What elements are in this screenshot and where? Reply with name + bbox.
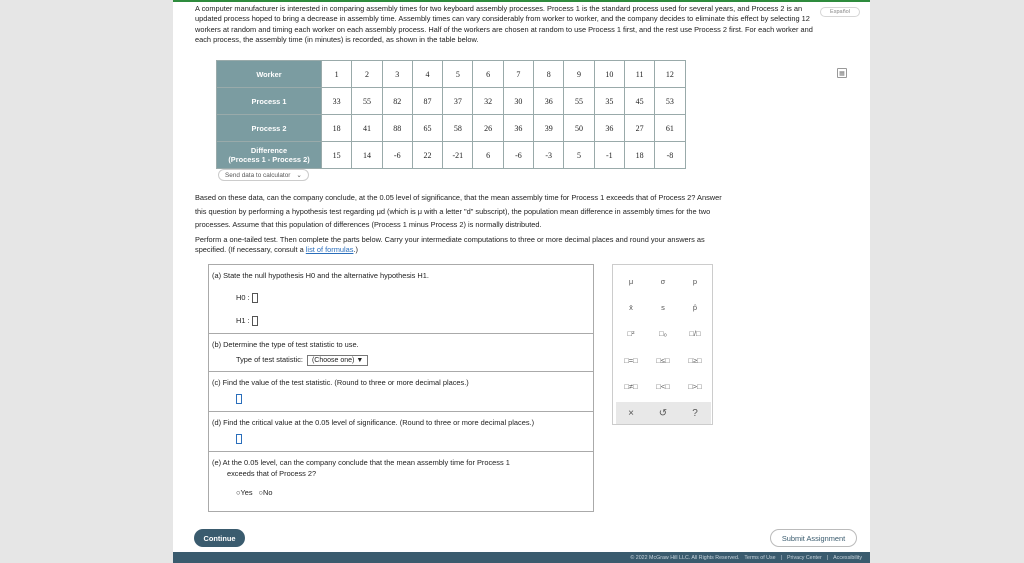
problem-intro: A computer manufacturer is interested in comparing assembly times for two keyboard assembly processes. Process 1 is the standard process used for several years, and Process 2 is an updated process hoped to bring a decrease in assembly time. Assembly times can vary considerably from worker to worker, and the company decides to eliminate this effect by selecting 12 workers at random and timing each worker on each assembly process. Half of the workers are chosen at random to use Process 1 first, and the rest use Process 2 first. For each worker and each process, the assembly time (in minutes) is recorded, as shown in the table below.	[195, 4, 813, 44]
send-data-label: Send data to calculator	[225, 171, 291, 179]
table-cell: 36	[534, 88, 564, 115]
help-icon[interactable]: ?	[692, 407, 698, 419]
table-cell: 32	[473, 88, 503, 115]
instruction-text: specified. (If necessary, consult a	[195, 244, 306, 254]
table-row	[217, 142, 686, 169]
table-cell: 55	[352, 88, 382, 115]
part-b-prompt: (b) Determine the type of test statistic to use.	[212, 340, 359, 349]
row-header-line: Difference	[250, 146, 288, 155]
copyright-text: © 2022 McGraw Hill LLC. All Rights Reserved.	[630, 554, 740, 561]
table-row	[217, 115, 686, 142]
table-cell: 27	[624, 115, 654, 142]
table-cell: 37	[443, 88, 473, 115]
table-cell: -8	[655, 142, 685, 169]
table-cell: 36	[594, 115, 624, 142]
neq-button[interactable]: □≠□	[624, 381, 638, 391]
question-text	[195, 191, 815, 232]
table-cell: 39	[534, 115, 564, 142]
math-palette	[612, 264, 713, 425]
calculator-icon[interactable]: ▦	[837, 68, 847, 78]
table-cell: -6	[503, 142, 533, 169]
yes-no-row	[236, 488, 272, 497]
h1-input[interactable]	[252, 316, 258, 326]
language-toggle[interactable]: Español	[820, 7, 860, 17]
part-e-prompt: (e) At the 0.05 level, can the company conclude that the mean assembly time for Process 1	[212, 458, 510, 467]
table-cell: -6	[382, 142, 412, 169]
row-header: Process 1	[217, 88, 322, 115]
table-cell: 14	[352, 142, 382, 169]
part-d-prompt: (d) Find the critical value at the 0.05 level of significance. (Round to three or more decimal places.)	[212, 418, 535, 427]
part-c	[209, 372, 593, 412]
table-cell: 4	[412, 61, 442, 88]
table-cell: 18	[322, 115, 352, 142]
table-cell: -1	[594, 142, 624, 169]
test-stat-select-value: (Choose one)	[311, 357, 355, 364]
table-cell: 3	[382, 61, 412, 88]
table-cell: 50	[564, 115, 594, 142]
table-cell: 65	[412, 115, 442, 142]
row-header: Process 2	[217, 115, 322, 142]
critical-value-input[interactable]	[236, 434, 242, 444]
s-button[interactable]: s	[661, 302, 665, 312]
test-stat-label: Type of test statistic:	[236, 355, 303, 364]
row-header-line: (Process 1 - Process 2)	[228, 155, 310, 164]
table-cell: 22	[412, 142, 442, 169]
h1-row	[236, 316, 258, 326]
table-cell: 8	[534, 61, 564, 88]
phat-button[interactable]: p̂	[692, 302, 698, 312]
table-cell: -3	[534, 142, 564, 169]
top-accent-bar	[173, 0, 870, 2]
table-cell: 26	[473, 115, 503, 142]
geq-button[interactable]: □≥□	[688, 355, 702, 365]
table-cell: 33	[322, 88, 352, 115]
copyright-bar: © 2022 McGraw Hill LLC. All Rights Reserved. Terms of Use | Privacy Center | Accessibility	[173, 552, 870, 563]
part-c-answer	[236, 394, 242, 404]
table-cell: 36	[503, 115, 533, 142]
accessibility-link[interactable]: Accessibility	[833, 554, 862, 561]
h0-label: H0 :	[236, 293, 250, 302]
instructions-text	[195, 235, 815, 254]
terms-link[interactable]: Terms of Use	[744, 554, 776, 561]
continue-button[interactable]: Continue	[194, 529, 245, 547]
xbar-button[interactable]: x̄	[629, 302, 633, 312]
no-label: No	[263, 488, 273, 497]
table-cell: 53	[655, 88, 685, 115]
question-line: processes. Assume that this population of differences (Process 1 minus Process 2) is normally distributed.	[195, 220, 542, 229]
row-header: Worker	[217, 61, 322, 88]
no-radio[interactable]: ○No	[258, 488, 273, 497]
instruction-text: .)	[353, 244, 358, 254]
yes-label: Yes	[240, 488, 253, 497]
table-row	[217, 88, 686, 115]
yes-radio[interactable]: ○Yes	[236, 488, 253, 497]
table-cell: 9	[564, 61, 594, 88]
table-cell: 87	[412, 88, 442, 115]
superscript-button[interactable]: □²	[627, 328, 635, 338]
table-cell: 5	[443, 61, 473, 88]
table-cell: 35	[594, 88, 624, 115]
table-cell: 6	[473, 61, 503, 88]
table-cell: 55	[564, 88, 594, 115]
table-cell: 82	[382, 88, 412, 115]
part-a-prompt: (a) State the null hypothesis H0 and the alternative hypothesis H1.	[212, 271, 429, 280]
privacy-link[interactable]: Privacy Center	[787, 554, 822, 561]
table-cell: 7	[503, 61, 533, 88]
table-cell: -21	[443, 142, 473, 169]
gt-button[interactable]: □>□	[688, 381, 702, 391]
chevron-down-icon: ⌄	[296, 172, 302, 179]
leq-button[interactable]: □≤□	[656, 355, 670, 365]
subscript-button[interactable]: □₀	[659, 328, 667, 338]
table-cell: 30	[503, 88, 533, 115]
sigma-button[interactable]: σ	[660, 276, 666, 286]
part-e-prompt-cont: exceeds that of Process 2?	[227, 469, 317, 478]
mu-button[interactable]: μ	[628, 276, 634, 286]
row-header	[217, 142, 322, 169]
part-e	[209, 452, 593, 511]
table-row	[217, 61, 686, 88]
h1-label: H1 :	[236, 316, 250, 325]
h0-row	[236, 293, 258, 303]
h0-input[interactable]	[252, 293, 258, 303]
question-line: Based on these data, can the company conclude, at the 0.05 level of significance, that the mean assembly time for Process 1 exceeds that of Process 2? Answer	[195, 193, 722, 202]
question-line: this question by performing a hypothesis test regarding μd (which is μ with a letter "d" subscript), the population mean difference in assembly times for the two	[195, 206, 711, 216]
table-cell: 88	[382, 115, 412, 142]
part-c-prompt: (c) Find the value of the test statistic. (Round to three or more decimal places.)	[212, 378, 469, 387]
submit-assignment-button[interactable]: Submit Assignment	[770, 529, 857, 547]
table-cell: 5	[564, 142, 594, 169]
part-d	[209, 412, 593, 452]
table-cell: 15	[322, 142, 352, 169]
formulas-link[interactable]: list of formulas	[305, 244, 354, 254]
palette-actions	[616, 402, 711, 424]
p-button[interactable]: p	[692, 276, 698, 286]
instruction-line: Perform a one-tailed test. Then complete the parts below. Carry your intermediate computations to three or more decimal places and round your answers as	[195, 235, 705, 244]
table-cell: 41	[352, 115, 382, 142]
table-cell: 10	[594, 61, 624, 88]
table-cell: 11	[624, 61, 654, 88]
test-stat-input[interactable]	[236, 394, 242, 404]
fraction-button[interactable]: □/□	[689, 328, 701, 338]
part-b	[209, 334, 593, 372]
equals-button[interactable]: □=□	[624, 355, 638, 365]
clear-icon[interactable]: ×	[628, 407, 634, 419]
lt-button[interactable]: □<□	[656, 381, 670, 391]
table-cell: 2	[352, 61, 382, 88]
test-stat-row	[236, 355, 368, 366]
table-cell: 1	[322, 61, 352, 88]
table-cell: 12	[655, 61, 685, 88]
table-cell: 58	[443, 115, 473, 142]
table-cell: 61	[655, 115, 685, 142]
send-data-button[interactable]	[218, 169, 309, 181]
data-table	[216, 60, 686, 169]
part-d-answer	[236, 434, 242, 444]
undo-icon[interactable]: ↺	[658, 407, 668, 419]
table-cell: 18	[624, 142, 654, 169]
test-stat-select[interactable]: (Choose one) ▼	[307, 355, 368, 366]
answer-panel	[208, 264, 594, 512]
table-cell: 6	[473, 142, 503, 169]
part-a	[209, 265, 593, 334]
table-cell: 45	[624, 88, 654, 115]
instruction-line	[195, 245, 815, 255]
